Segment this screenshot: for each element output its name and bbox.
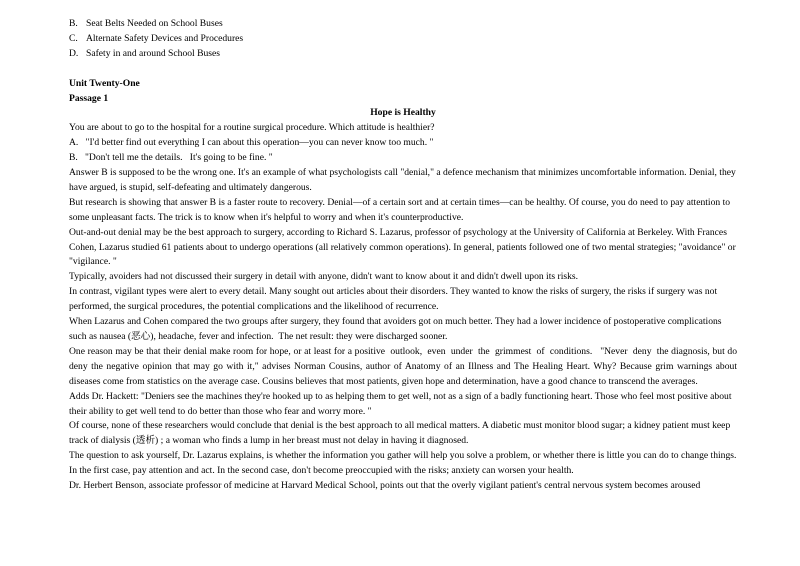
option-b: [69, 17, 737, 32]
paragraph: Answer B is supposed to be the wrong one. It's an example of what psychologists call "denial," a defence mechanism that minimizes uncomfortable information. Denial, they have argued, is stupid, self-defeating and ultimately dangerous.: [69, 167, 736, 193]
option-letter: B.: [69, 18, 78, 29]
paragraph: Out-and-out denial may be the best approach to surgery, according to Richard S. Lazarus, professor of psychology at the University of California at Berkeley. With Frances Cohen, Lazarus studied 61 patients about to undergo operations (all relatively common operations). In general, patients followed one of two mental strategies; "avoidance" or "vigilance. ": [69, 226, 736, 268]
option-c: [69, 32, 737, 47]
paragraph-intro: You are about to go to the hospital for a routine surgical procedure. Which attitude is healthier?: [69, 122, 435, 134]
paragraph: Of course, none of these researchers would conclude that denial is the best approach to all medical matters. A diabetic must monitor blood sugar; a kidney patient must keep track of dialysis (透析) ; a woman who finds a lump in her breast must not delay in having it diagnosed.: [69, 420, 731, 447]
option-letter: D.: [69, 47, 79, 59]
option-d: [69, 47, 737, 62]
unit-heading: Unit Twenty-One: [69, 77, 140, 89]
option-text: Seat Belts Needed on School Buses: [86, 18, 223, 29]
paragraph: In contrast, vigilant types were alert to every detail. Many sought out articles about their disorders. They wanted to know the risks of surgery, the risks if surgery was not performed, the surgical procedures, the potential complications and the likelihood of recurrence.: [69, 286, 718, 313]
paragraph: When Lazarus and Cohen compared the two groups after surgery, they found that avoiders got on much better. They had a lower incidence of postoperative complications such as nausea (恶心), headache, fever and infection. The net result: they were discharged sooner.: [69, 316, 722, 343]
paragraph: Typically, avoiders had not discussed their surgery in detail with anyone, didn't want to know about it and didn't dwell upon its risks.: [69, 271, 579, 283]
option-letter: C.: [69, 32, 78, 44]
option-text: Alternate Safety Devices and Procedures: [86, 32, 244, 44]
passage-title: Hope is Healthy: [370, 107, 436, 119]
option-text: Safety in and around School Buses: [86, 47, 221, 59]
paragraph: But research is showing that answer B is a faster route to recovery. Denial—of a certain sort and at certain times—can be healthy. Of course, you do need to pay attention to some unpleasant facts. The trick is to know when it's helpful to worry and when it's counterproductive.: [69, 196, 731, 223]
paragraph: Dr. Herbert Benson, associate professor of medicine at Harvard Medical School, points out that the overly vigilant patient's central nervous system becomes aroused: [69, 480, 701, 492]
passage-heading: Passage 1: [69, 92, 109, 104]
paragraph-option-a: A. "I'd better find out everything I can about this operation—you can never know too much. ": [69, 137, 434, 149]
paragraph: One reason may be that their denial make room for hope, or at least for a positive outlook, even under the grimmest of conditions. "Never deny the diagnosis, but do deny the negative opinion that may go with it," advises Norman Cousins, author of Anatomy of an Illness and The Healing Heart. Why? Because grim warnings about diseases come from statistics on the average case. Cousins believes that most patients, given hope and determination, have a good chance to transcend the averages.: [69, 345, 737, 387]
document-page: [69, 17, 737, 494]
paragraph-option-b: B. "Don't tell me the details. It's going to be fine. ": [69, 152, 273, 164]
paragraph: Adds Dr. Hackett: "Deniers see the machines they're hooked up to as helping them to get well, not as a sign of a badly functioning heart. Those who feel most positive about their ability to get well tend to do better than those who fear and worry more. ": [69, 390, 732, 417]
paragraph: The question to ask yourself, Dr. Lazarus explains, is whether the information you gather will help you solve a problem, or whether there is little you can do to change things. In the first case, pay attention and act. In the second case, don't become preoccupied with the risks; anxiety can worsen your health.: [69, 450, 737, 477]
spacer: [69, 62, 737, 77]
